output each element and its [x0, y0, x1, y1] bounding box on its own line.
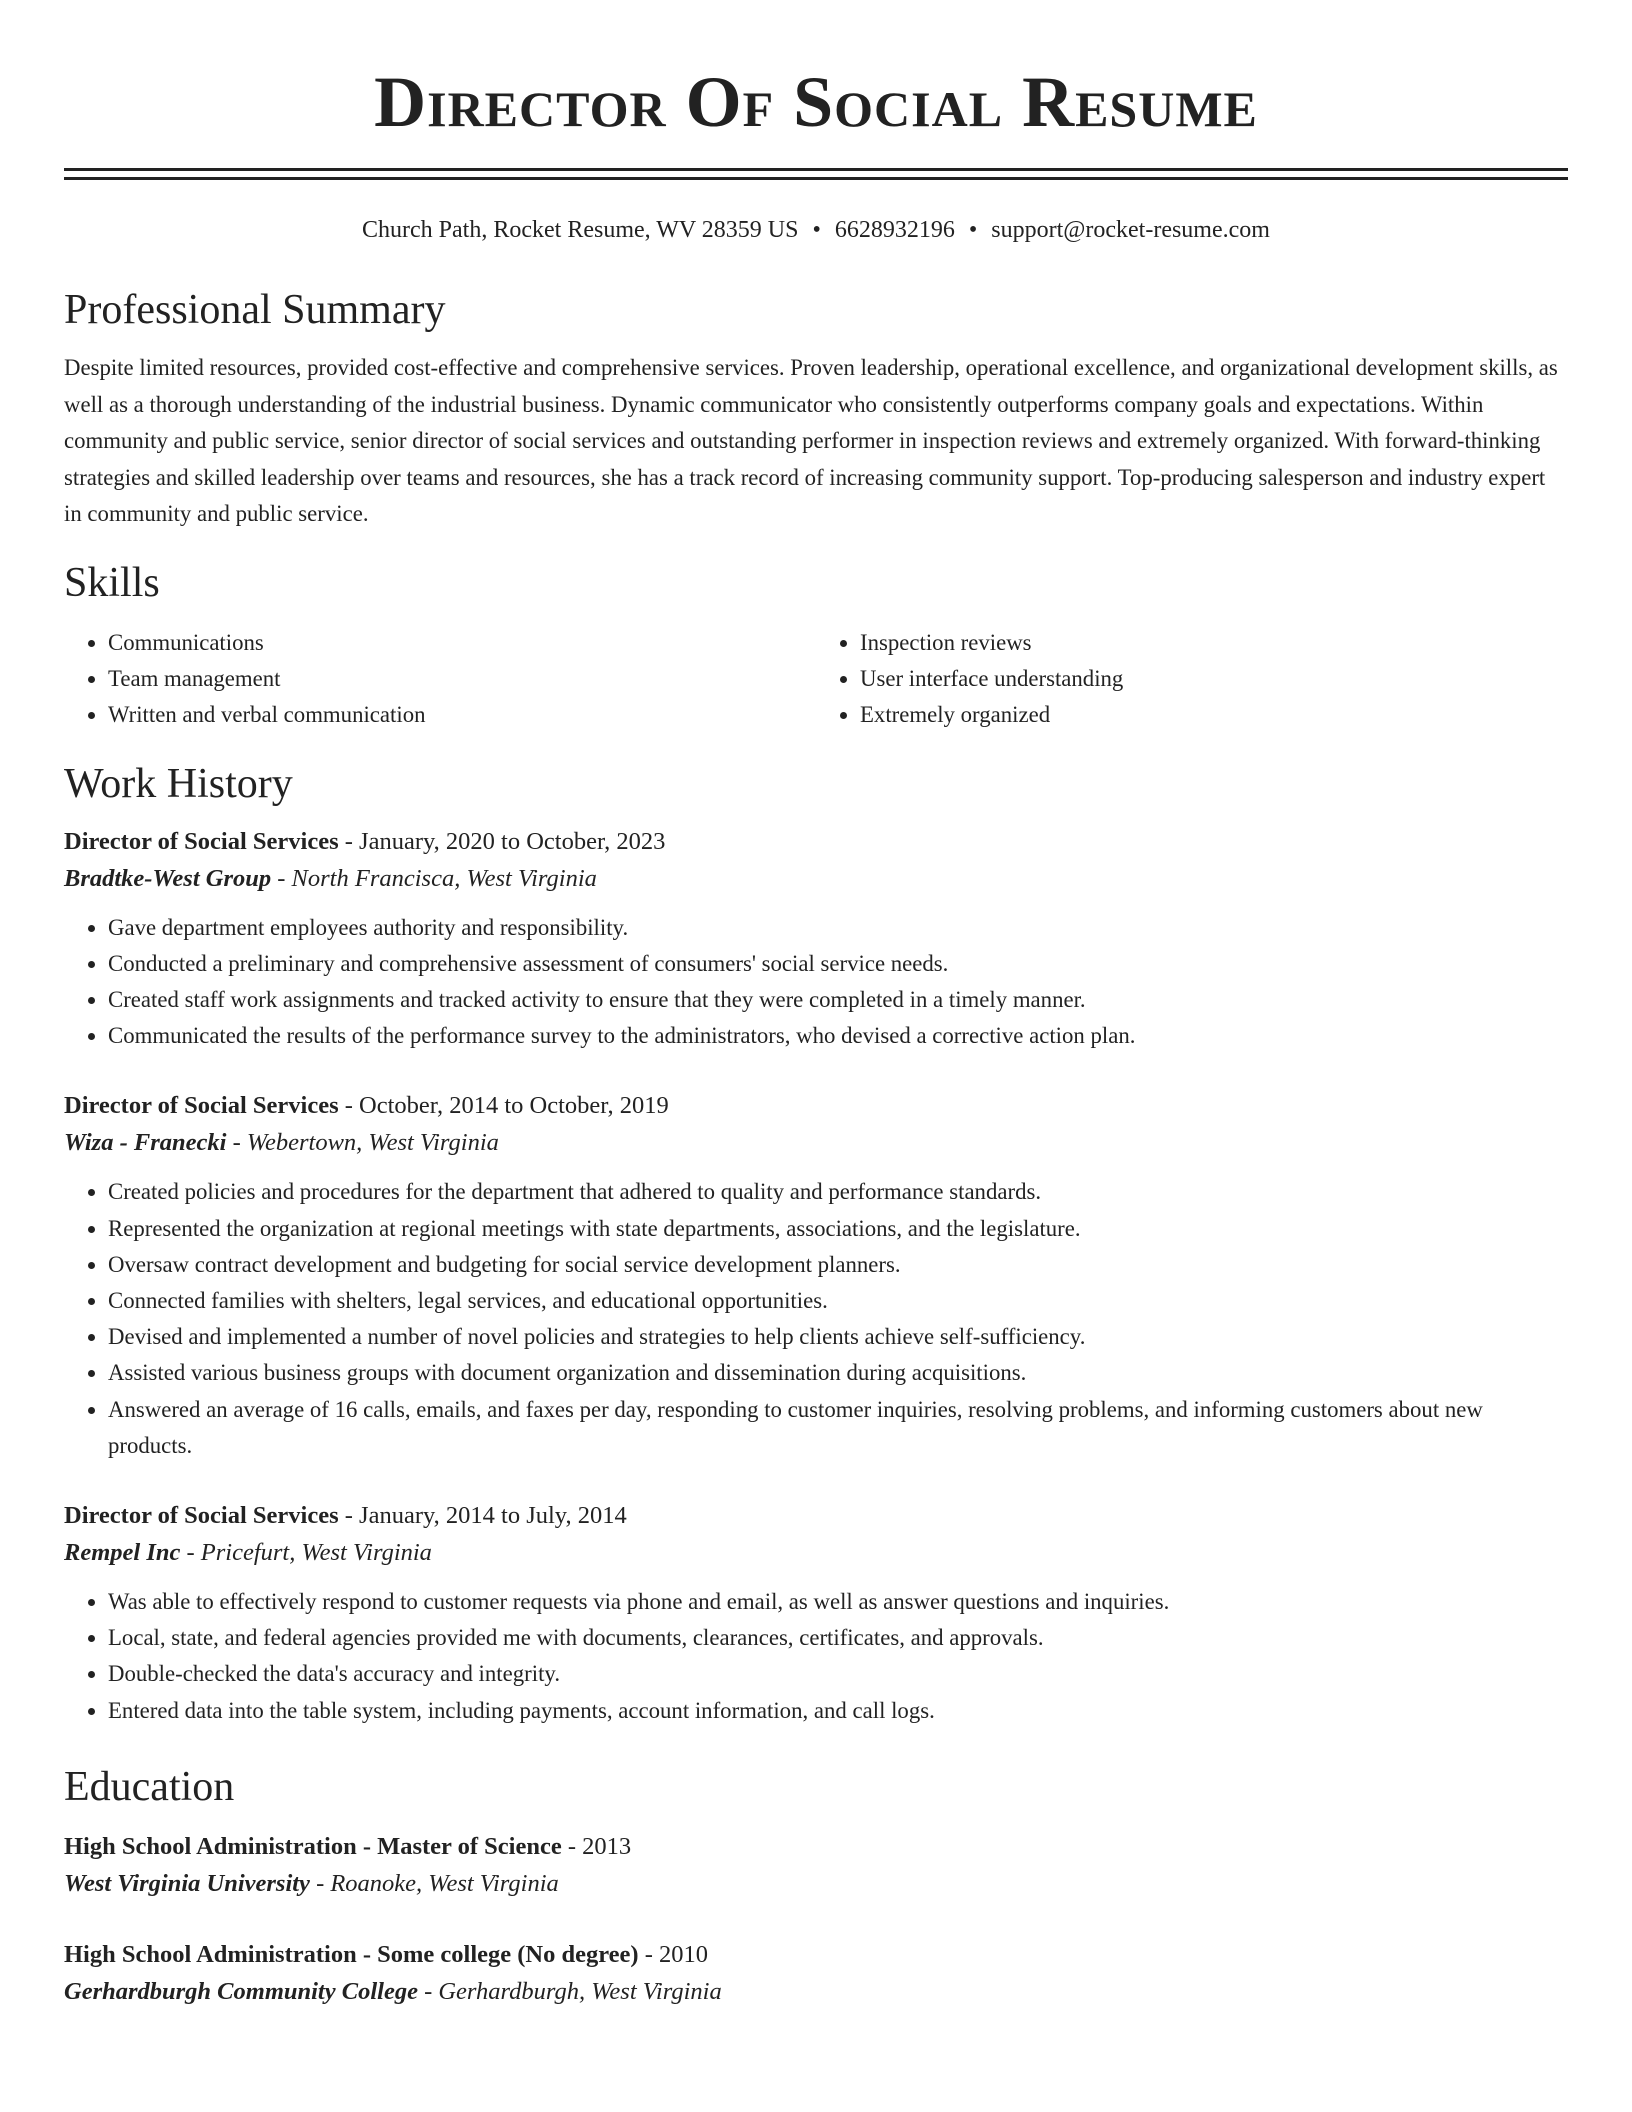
school-line [64, 1973, 1568, 2011]
work-history-heading: Work History [64, 760, 293, 807]
degree-name: High School Administration - Some college (No degree) [64, 1940, 639, 1968]
skill-item: • Team management [108, 661, 816, 697]
job-dates: - January, 2020 to October, 2023 [338, 827, 666, 855]
job-bullet: • Conducted a preliminary and comprehensive assessment of consumers' social service needs. [108, 946, 1568, 982]
school-location: - Roanoke, West Virginia [309, 1869, 559, 1897]
job-dates: - January, 2014 to July, 2014 [338, 1502, 627, 1530]
job-bullet: • Devised and implemented a number of novel policies and strategies to help clients achieve self-sufficiency. [108, 1319, 1568, 1355]
job-bullet: • Represented the organization at regional meetings with state departments, associations, and the legislature. [108, 1211, 1568, 1247]
employer-location: - Webertown, West Virginia [226, 1129, 499, 1157]
degree-line [64, 1829, 1568, 1865]
degree-year: - 2010 [638, 1940, 708, 1968]
job-bullet: • Local, state, and federal agencies provided me with documents, clearances, certificates, and approvals. [108, 1620, 1568, 1656]
job-bullets [64, 910, 1568, 1055]
contact-line [64, 214, 1568, 246]
employer-name: Bradtke-West Group [64, 864, 272, 892]
degree-line [64, 1937, 1568, 1973]
employer-name: Wiza - Franecki [64, 1129, 227, 1157]
separator: • [968, 217, 978, 243]
double-rule [64, 168, 1568, 180]
employer-line [64, 1534, 1568, 1572]
education-entry [64, 1937, 1568, 2011]
job-bullet: • Oversaw contract development and budgeting for social service development planners. [108, 1247, 1568, 1283]
skills-list [64, 625, 1568, 734]
education-heading: Education [64, 1763, 235, 1810]
job-title-line [64, 1498, 1568, 1534]
job-bullet: • Gave department employees authority and responsibility. [108, 910, 1568, 946]
employer-location: - Pricefurt, West Virginia [180, 1539, 432, 1567]
job-bullet: • Answered an average of 16 calls, emails, and faxes per day, responding to customer inquiries, resolving problems, and informing customers about new products. [108, 1392, 1568, 1464]
job-entry [64, 1498, 1568, 1729]
job-title: Director of Social Services [64, 1092, 339, 1120]
employer-line [64, 1124, 1568, 1162]
job-title-line [64, 824, 1568, 860]
job-title-line [64, 1088, 1568, 1124]
skills-heading: Skills [64, 559, 160, 606]
job-bullet: • Communicated the results of the performance survey to the administrators, who devised a corrective action plan. [108, 1018, 1568, 1054]
school-name: West Virginia University [64, 1869, 310, 1897]
job-entry [64, 1088, 1568, 1464]
skills-column-left [64, 625, 816, 734]
job-bullet: • Was able to effectively respond to customer requests via phone and email, as well as answer questions and inquiries. [108, 1584, 1568, 1620]
summary-heading: Professional Summary [64, 287, 446, 333]
skill-item: • Extremely organized [860, 697, 1568, 733]
skill-item: • User interface understanding [860, 661, 1568, 697]
skill-item: • Written and verbal communication [108, 697, 816, 733]
rule-top [64, 168, 1568, 171]
school-name: Gerhardburgh Community College [64, 1977, 418, 2005]
employer-name: Rempel Inc [64, 1539, 181, 1567]
skill-item: • Inspection reviews [860, 625, 1568, 661]
job-bullets [64, 1584, 1568, 1729]
rule-bottom [64, 177, 1568, 180]
job-bullet: • Double-checked the data's accuracy and integrity. [108, 1656, 1568, 1692]
education-entry [64, 1829, 1568, 1903]
summary-text: Despite limited resources, provided cost-effective and comprehensive services. Proven leadership, operational excellence, and organizational development skills, as well as a thorough understanding of the industrial business. Dynamic communicator who consistently outperforms company goals and expectations. Within community and public service, senior director of social services and outstanding performer in inspection reviews and extremely organized. With forward-thinking strategies and skilled leadership over teams and resources, she has a track record of increasing community support. Top-producing salesperson and industry expert in community and public service. [64, 355, 1558, 527]
employer-location: - North Francisca, West Virginia [271, 864, 597, 892]
job-bullet: • Connected families with shelters, legal services, and educational opportunities. [108, 1283, 1568, 1319]
job-bullet: • Entered data into the table system, including payments, account information, and call logs. [108, 1693, 1568, 1729]
job-bullet: • Assisted various business groups with document organization and dissemination during acquisitions. [108, 1355, 1568, 1391]
job-bullets [64, 1174, 1568, 1464]
degree-year: - 2013 [561, 1832, 632, 1860]
job-title: Director of Social Services [64, 1502, 339, 1530]
employer-line [64, 860, 1568, 898]
email: support@rocket-resume.com [991, 217, 1270, 243]
job-entry [64, 824, 1568, 1055]
job-bullet: • Created staff work assignments and tracked activity to ensure that they were completed in a timely manner. [108, 982, 1568, 1018]
skills-column-right [816, 625, 1568, 734]
resume-title: Director Of Social Resume [374, 62, 1258, 142]
school-location: - Gerhardburgh, West Virginia [417, 1977, 722, 2005]
phone: 6628932196 [834, 217, 955, 243]
skill-item: • Communications [108, 625, 816, 661]
job-dates: - October, 2014 to October, 2019 [338, 1092, 669, 1120]
separator: • [812, 217, 821, 243]
job-bullet: • Created policies and procedures for the department that adhered to quality and performance standards. [108, 1174, 1568, 1210]
school-line [64, 1865, 1568, 1903]
job-title: Director of Social Services [64, 827, 339, 855]
degree-name: High School Administration - Master of Science [64, 1832, 562, 1860]
address: Church Path, Rocket Resume, WV 28359 US [362, 217, 799, 243]
